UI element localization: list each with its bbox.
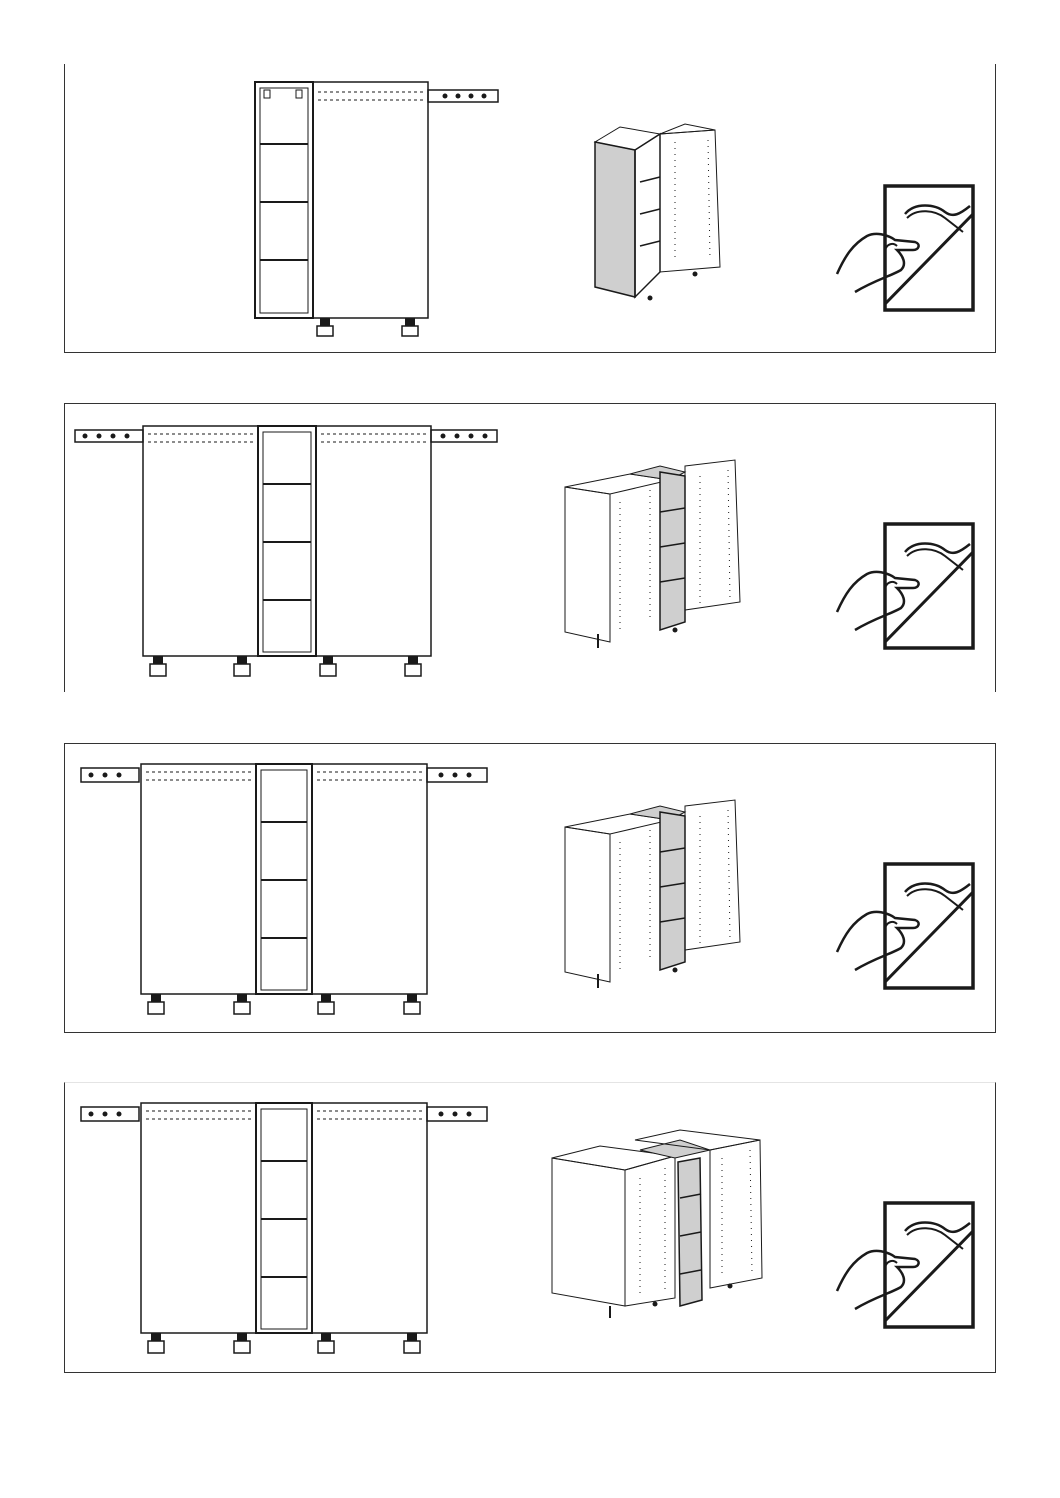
front-view-filler-between-cabinets xyxy=(79,754,519,1039)
step-2-panel xyxy=(64,403,996,692)
step-1-panel xyxy=(64,64,996,353)
peel-protective-film-icon xyxy=(835,862,975,992)
front-view-filler-between-cabinets xyxy=(73,414,513,699)
front-view-filler-between-cabinets xyxy=(79,1093,519,1378)
isometric-cabinets-with-gray-filler xyxy=(560,452,760,652)
step-3-panel xyxy=(64,743,996,1033)
peel-protective-film-icon xyxy=(835,522,975,652)
isometric-cabinets-with-gray-filler xyxy=(560,792,760,992)
peel-protective-film-icon xyxy=(835,184,975,314)
isometric-cabinet-gray-side xyxy=(590,122,730,302)
peel-protective-film-icon xyxy=(835,1201,975,1331)
front-view-cabinet-with-filler xyxy=(250,74,510,354)
isometric-open-cabinets-with-gray-filler xyxy=(550,1128,770,1328)
step-4-panel xyxy=(64,1082,996,1373)
